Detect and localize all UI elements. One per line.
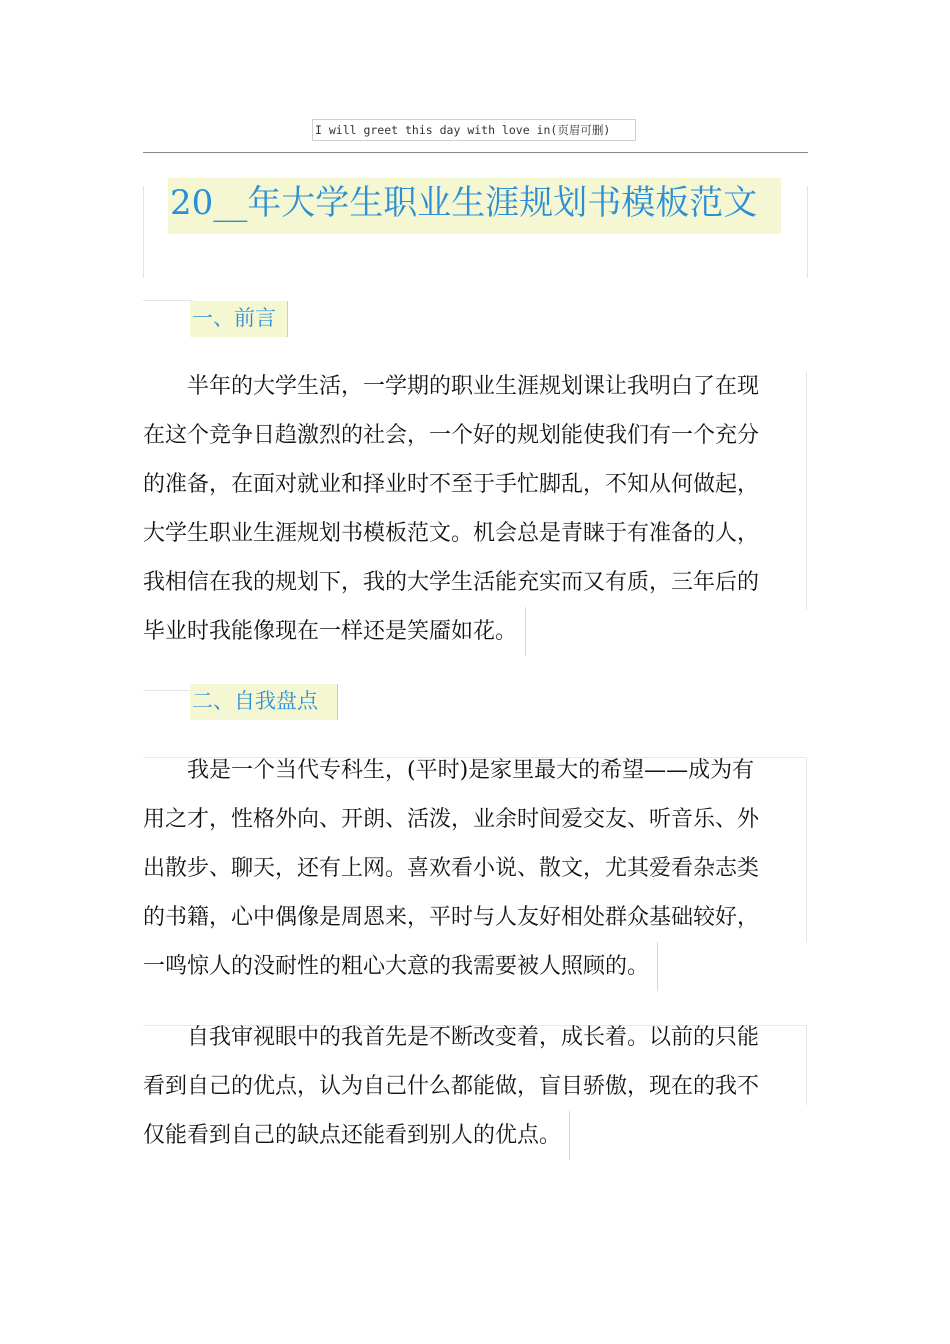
paragraph-line: 半年的大学生活，一学期的职业生涯规划课让我明白了在现 <box>143 374 760 399</box>
paragraph-margin <box>806 757 807 942</box>
section-heading-preface: 一、前言 <box>190 301 288 337</box>
paragraph-line: 看到自己的优点，认为自己什么都能做，盲目骄傲，现在的我不 <box>143 1074 760 1099</box>
paragraph-line: 我相信在我的规划下，我的大学生活能充实而又有质，三年后的 <box>143 570 760 595</box>
header-divider <box>143 152 808 153</box>
heading-marker <box>143 690 193 691</box>
paragraph-line: 仅能看到自己的缺点还能看到别人的优点。 <box>143 1111 570 1160</box>
paragraph-line: 一鸣惊人的没耐性的粗心大意的我需要被人照顾的。 <box>143 942 658 991</box>
heading-marker <box>143 300 193 301</box>
paragraph-line: 自我审视眼中的我首先是不断改变着，成长着。以前的只能 <box>143 1025 760 1050</box>
paragraph-margin <box>806 1025 807 1105</box>
paragraph-line: 在这个竞争日趋激烈的社会，一个好的规划能使我们有一个充分 <box>143 423 760 448</box>
paragraph-line: 用之才，性格外向、开朗、活泼，业余时间爱交友、听音乐、外 <box>143 807 760 832</box>
section-heading-self-assessment: 二、自我盘点 <box>190 684 338 720</box>
paragraph-line: 的书籍，心中偶像是周恩来，平时与人友好相处群众基础较好， <box>143 905 760 930</box>
paragraph-line: 毕业时我能像现在一样还是笑靥如花。 <box>143 607 526 656</box>
paragraph-line: 的准备，在面对就业和择业时不至于手忙脚乱，不知从何做起， <box>143 472 760 497</box>
paragraph-self-2 <box>143 1013 806 1178</box>
paragraph-line: 出散步、聊天，还有上网。喜欢看小说、散文，尤其爱看杂志类 <box>143 856 760 881</box>
page-header: I will greet this day with love in(页眉可删) <box>312 119 636 141</box>
paragraph-line: 我是一个当代专科生，(平时)是家里最大的希望——成为有 <box>143 758 755 783</box>
document-title: 20__年大学生职业生涯规划书模板范文 <box>168 178 781 234</box>
paragraph-line: 大学生职业生涯规划书模板范文。机会总是青睐于有准备的人， <box>143 521 760 546</box>
paragraph-margin <box>806 372 807 610</box>
paragraph-self-1 <box>143 746 806 1009</box>
paragraph-preface <box>143 362 806 674</box>
